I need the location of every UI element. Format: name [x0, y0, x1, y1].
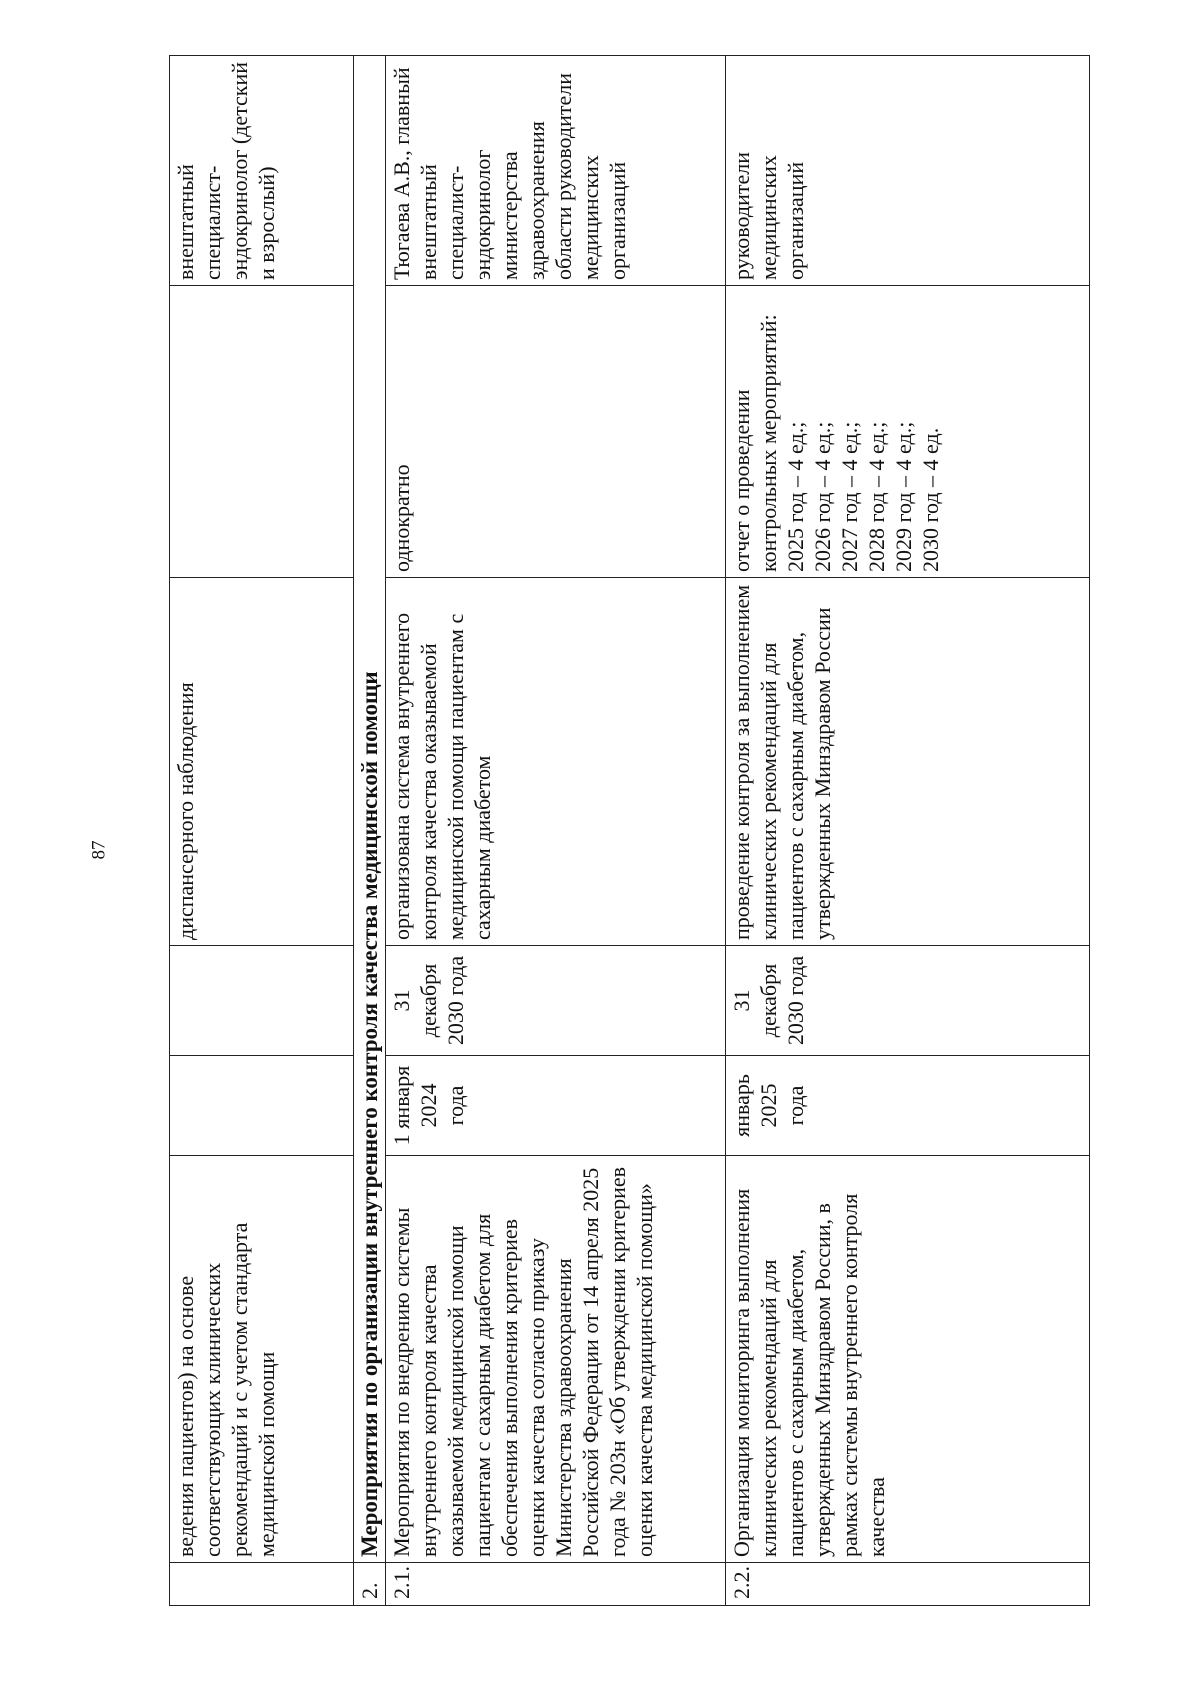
indicator-line: 2026 год – 4 ед.; — [810, 421, 835, 572]
table-row — [386, 56, 726, 1606]
indicator-line: однократно — [389, 464, 414, 572]
cell-end: 31 декабря 2030 года — [386, 946, 726, 1056]
table-row — [726, 56, 1090, 1606]
cell-activity: ведения пациентов) на основе соответствующих клинических рекомендаций и с учетом стандарта медицинской помощи — [170, 1156, 354, 1563]
cell-num — [170, 1563, 354, 1606]
cell-end: 31 декабря 2030 года — [726, 946, 1090, 1056]
activities-table — [169, 55, 1090, 1606]
cell-result: диспансерного наблюдения — [170, 578, 354, 946]
table-row-continuation — [170, 56, 354, 1606]
section-row — [354, 56, 386, 1606]
cell-num: 2.2. — [726, 1563, 1090, 1606]
cell-activity: Организация мониторинга выполнения клинических рекомендаций для пациентов с сахарным диабетом, утвержденных Минздравом России, в рамках системы внутреннего контроля качества — [726, 1156, 1090, 1563]
indicator-line: 2029 год – 4 ед.; — [891, 421, 916, 572]
cell-result: проведение контроля за выполнением клинических рекомендаций для пациентов с сахарным диабетом, утвержденных Минздравом России — [726, 578, 1090, 946]
cell-indicator — [170, 286, 354, 578]
cell-start — [170, 1056, 354, 1156]
cell-responsible: внештатный специалист-эндокринолог (детский и взрослый) — [170, 56, 354, 286]
section-num: 2. — [354, 1563, 386, 1606]
indicator-line: отчет о проведении контрольных мероприятий: — [729, 314, 781, 572]
cell-end — [170, 946, 354, 1056]
indicator-line: 2025 год – 4 ед.; — [783, 421, 808, 572]
indicator-line: 2030 год – 4 ед. — [918, 427, 943, 572]
cell-num: 2.1. — [386, 1563, 726, 1606]
cell-start: январь 2025 года — [726, 1056, 1090, 1156]
rotated-table-wrapper — [169, 56, 1089, 1606]
indicator-line: 2027 год – 4 ед.; — [837, 421, 862, 572]
indicator-line: 2028 год – 4 ед.; — [864, 421, 889, 572]
page-number: 87 — [88, 840, 110, 860]
section-title: Мероприятия по организации внутреннего контроля качества медицинской помощи — [354, 56, 386, 1563]
cell-indicator — [726, 286, 1090, 578]
cell-activity: Мероприятия по внедрению системы внутреннего контроля качества оказываемой медицинской помощи пациентам с сахарным диабетом для обеспечения выполнения критериев оценки качества согласно приказу Министерства здравоохранения Российской Федерации от 14 апреля 2025 года № 203н «Об утверждении критериев оценки качества медицинской помощи» — [386, 1156, 726, 1563]
cell-result: организована система внутреннего контроля качества оказываемой медицинской помощи пациентам с сахарным диабетом — [386, 578, 726, 946]
cell-responsible: руководители медицинских организаций — [726, 56, 1090, 286]
cell-start: 1 января 2024 года — [386, 1056, 726, 1156]
cell-indicator — [386, 286, 726, 578]
cell-responsible: Тюгаева А.В., главный внештатный специалист-эндокринолог министерства здравоохранения области руководители медицинских организаций — [386, 56, 726, 286]
